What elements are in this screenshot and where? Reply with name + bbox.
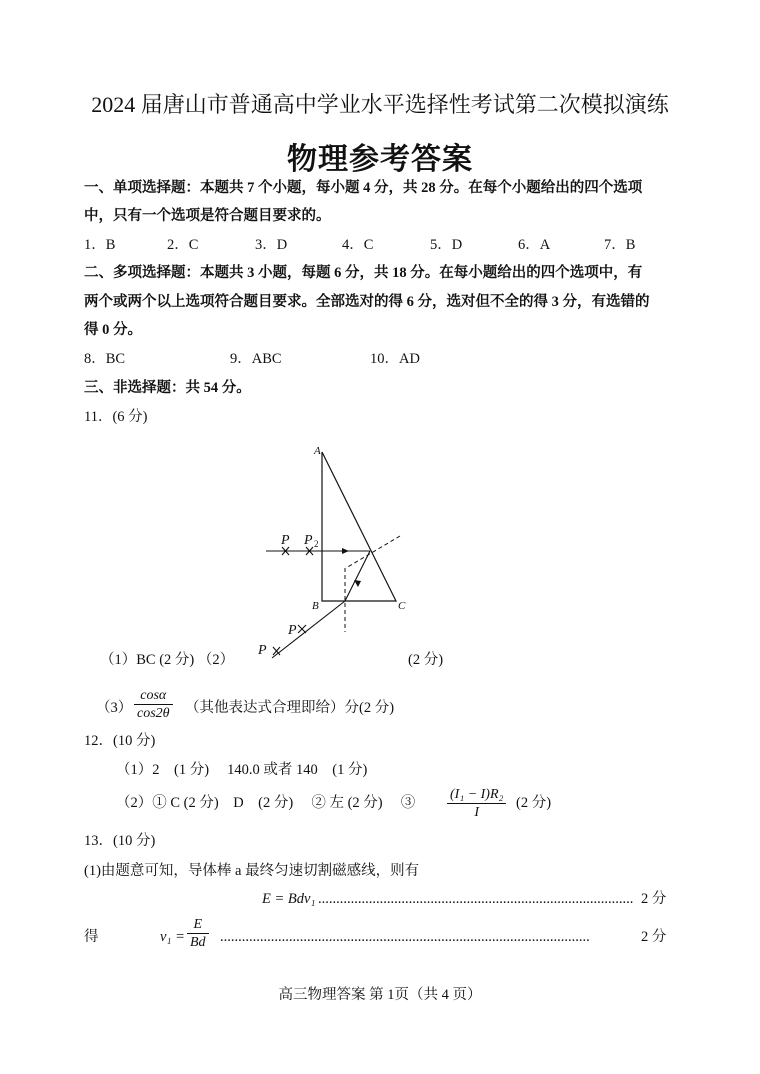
q12-fraction <box>447 786 506 821</box>
section1-heading-line1: 一、单项选择题：本题共 7 个小题，每小题 4 分，共 28 分。在每个小题给出的四个选项 <box>84 180 643 196</box>
label-P1: P <box>281 533 290 548</box>
q11-part3-numerator: cosα <box>134 687 173 705</box>
label-P2: P <box>304 533 313 548</box>
q13-eq2-leader: ...................................................................................................... <box>220 929 590 945</box>
q11-label: 11．(6 分) <box>84 409 148 425</box>
label-P4: P <box>258 643 267 658</box>
q13-eq1-leader: ....................................................................................... <box>318 891 634 907</box>
prism-diagram <box>250 440 420 670</box>
exam-title: 2024 届唐山市普通高中学业水平选择性考试第二次模拟演练 <box>91 92 669 117</box>
answer-4: 4．C <box>342 237 374 253</box>
q13-de-label: 得 <box>84 929 99 945</box>
answer-8: 8．BC <box>84 351 126 367</box>
q13-eq1-score: 2 分 <box>641 891 667 907</box>
section2-heading-line3: 得 0 分。 <box>84 322 142 338</box>
q12-line2-suffix: (2 分) <box>516 795 552 811</box>
label-B: B <box>312 600 319 612</box>
q12-line2-prefix: （2）① C (2 分) D (2 分) ② 左 (2 分) ③ <box>116 795 416 811</box>
q11-part3-denominator: cos2θ <box>137 706 170 721</box>
q13-eq1: E = Bdv₁ <box>262 891 316 907</box>
q11-part3-fraction <box>134 687 173 722</box>
answer-1: 1．B <box>84 237 116 253</box>
q12-denominator: I <box>474 805 480 820</box>
prism-outline <box>322 452 396 601</box>
reflected-ray <box>345 551 370 601</box>
section2-heading-line2: 两个或两个以上选项符合题目要求。全部选对的得 6 分，选对但不全的得 3 分，有选错的 <box>84 294 650 310</box>
q13-eq2-denominator: Bd <box>190 935 206 950</box>
answer-3: 3．D <box>255 237 288 253</box>
q11-part3-prefix: （3） <box>96 700 133 716</box>
q13-eq2-lhs: v₁ = <box>160 929 185 945</box>
label-P3: P <box>288 623 297 638</box>
q12-label: 12．(10 分) <box>84 733 156 749</box>
incident-arrow <box>342 548 349 554</box>
answer-7: 7．B <box>604 237 636 253</box>
label-C: C <box>398 600 406 612</box>
answer-6: 6．A <box>518 237 551 253</box>
answer-2: 2．C <box>167 237 199 253</box>
hypotenuse-normal <box>346 536 400 568</box>
q13-label: 13．(10 分) <box>84 833 156 849</box>
q11-part1: （1）BC (2 分) （2） <box>100 652 235 668</box>
page-footer: 高三物理答案 第 1页（共 4 页） <box>278 987 482 1003</box>
q12-line1: （1）2 (1 分) 140.0 或者 140 (1 分) <box>116 762 368 778</box>
q13-eq2-score: 2 分 <box>641 929 667 945</box>
q11-part2-score: (2 分) <box>408 652 444 668</box>
section2-heading-line1: 二、多项选择题：本题共 3 小题，每题 6 分，共 18 分。在每小题给出的四个选项中，有 <box>84 265 643 281</box>
pin-marks <box>273 547 313 655</box>
subject-title: 物理参考答案 <box>287 143 473 176</box>
label-P2-subscript: 2 <box>314 539 319 549</box>
answer-9: 9．ABC <box>230 351 282 367</box>
section3-heading: 三、非选择题：共 54 分。 <box>84 380 251 396</box>
label-A: A <box>314 445 321 457</box>
q13-eq2-fraction <box>187 916 209 951</box>
reflected-arrow <box>354 580 361 587</box>
section1-heading-line2: 中，只有一个选项是符合题目要求的。 <box>84 208 331 224</box>
q13-eq2-numerator: E <box>187 916 209 934</box>
q12-numerator: (I₁ − I)R₂ <box>447 786 506 804</box>
answer-5: 5．D <box>430 237 463 253</box>
answer-10: 10．AD <box>370 351 420 367</box>
emergent-ray <box>272 601 345 658</box>
q13-line1: (1)由题意可知，导体棒 a 最终匀速切割磁感线，则有 <box>84 863 420 879</box>
q11-part3-suffix: （其他表达式合理即给）分(2 分) <box>185 700 395 716</box>
